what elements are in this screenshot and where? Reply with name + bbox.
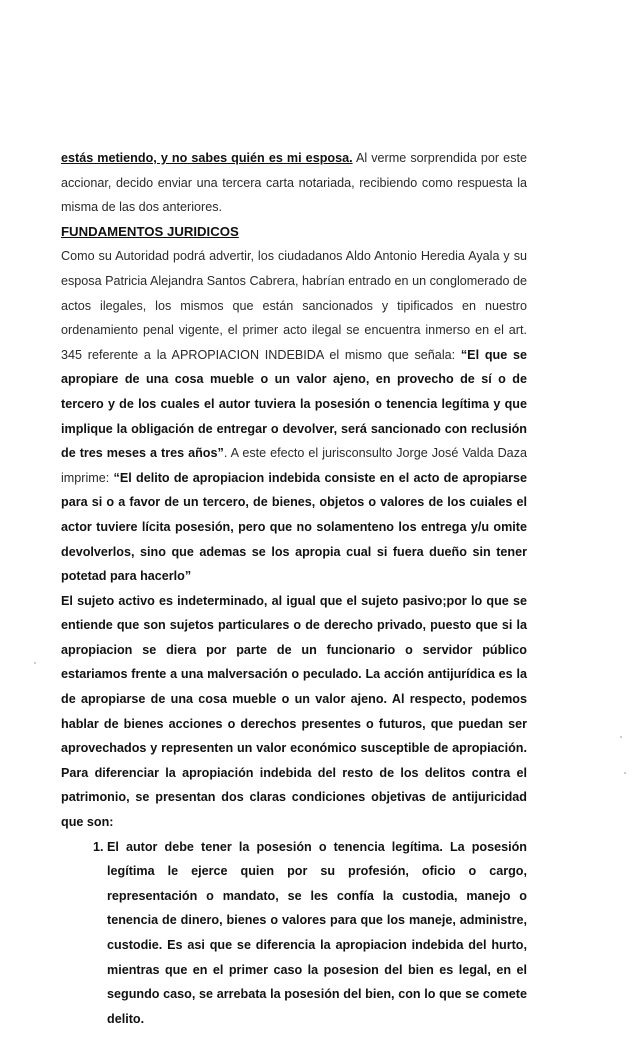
conditions-list [61, 835, 527, 1032]
legal-basis-paragraph [61, 244, 527, 588]
document-page [61, 146, 527, 1031]
subject-paragraph: El sujeto activo es indeterminado, al igual que el sujeto pasivo;por lo que se entiende que son sujetos particulares o de derecho privado, puesto que si la apropiacion se diera por parte de un funcionario o servidor público estariamos frente a una malversación o peculado. La acción antijurídica es la de apropiarse de una cosa mueble o un valor ajeno. Al respecto, podemos hablar de bienes acciones o derechos presentes o futuros, que puedan ser aprovechados y representen un valor económico susceptible de apropiación. Para diferenciar la apropiación indebida del resto de los delitos contra el patrimonio, se presentan dos claras condiciones objetivas de antijuricidad que son: [61, 593, 527, 830]
intro-quote: estás metiendo, y no sabes quién es mi esposa. [61, 151, 353, 165]
article-quote: “El que se apropiare de una cosa mueble o un valor ajeno, en provecho de sí o de tercero y de los cuales el autor tuviera la posesión o tenencia legítima y que implique la obligación de entregar o devolver, será sancionado con reclusión de tres meses a tres años” [61, 347, 527, 461]
legal-basis-text-a: Como su Autoridad podrá advertir, los ciudadanos Aldo Antonio Heredia Ayala y su esposa Patricia Alejandra Santos Cabrera, habrían entrado en un conglomerado de actos ilegales, los mismos que están sancionados y tipificados en nuestro ordenamiento penal vigente, el primer acto ilegal se encuentra inmerso en el art. 345 referente a la APROPIACION INDEBIDA el mismo que señala: [61, 249, 527, 362]
jurist-quote: “El delito de apropiacion indebida consiste en el acto de apropiarse para si o a favor de un tercero, de bienes, objetos o valores de los cuiales el actor tuviere lícita posesión, pero que no solamenteno los entrega y/u omite devolverlos, sino que ademas se los apropia cual si fuera dueño sin tener potetad para hacerlo” [61, 470, 527, 584]
legal-basis-text-b: . A este efecto el jurisconsulto Jorge José Valda Daza imprime: [61, 446, 527, 485]
section-heading: FUNDAMENTOS JURIDICOS [61, 223, 239, 239]
list-item: 1. El autor debe tener la posesión o tenencia legítima. La posesión legítima le ejerce quien por su profesión, oficio o cargo, representación o mandato, se les confía la custodia, manejo o tenencia de dinero, bienes o valores para que los maneje, administre, custodie. Es asi que se diferencia la apropiacion indebida del hurto, mientras que en el primer caso la posesion del bien es legal, en el segundo caso, se arrebata la posesión del bien, con lo que se comete delito. [107, 835, 527, 1032]
scan-speck [620, 736, 622, 738]
scan-speck [624, 772, 626, 774]
intro-paragraph [61, 146, 527, 220]
scan-speck [34, 662, 36, 664]
intro-text: Al verme sorprendida por este accionar, decido enviar una tercera carta notariada, recibiendo como respuesta la misma de las dos anteriores. [61, 151, 527, 215]
